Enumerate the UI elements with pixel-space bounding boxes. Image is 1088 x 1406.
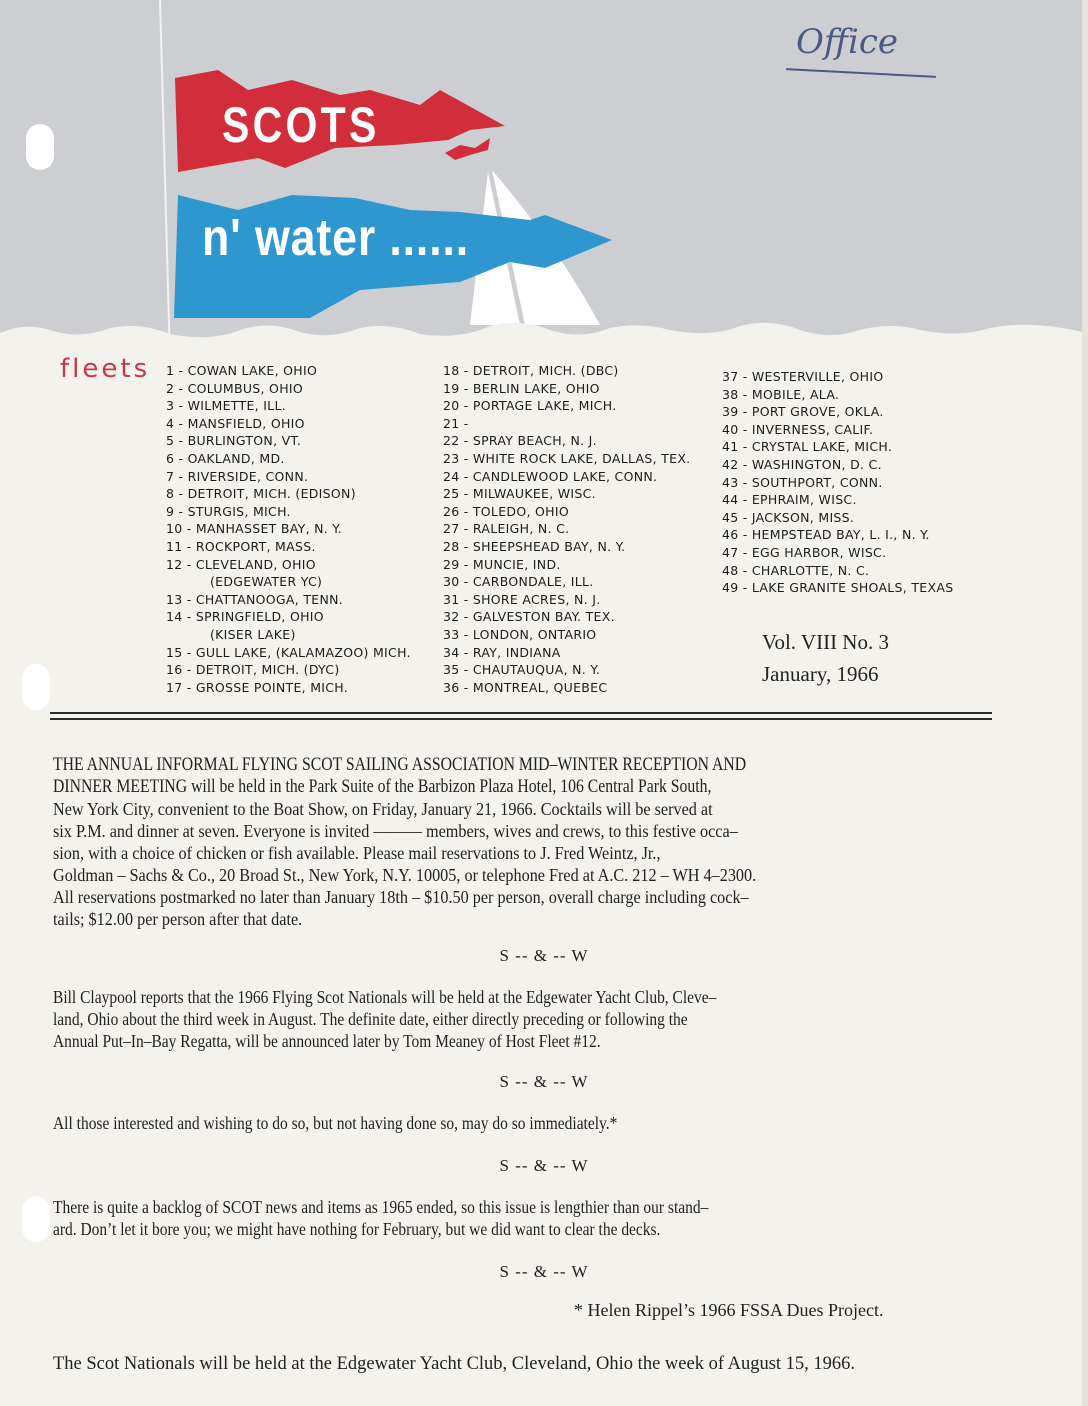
fleet-item: 33 - LONDON, ONTARIO xyxy=(443,626,597,642)
divider-rule-bottom xyxy=(50,718,992,720)
fleet-item: 37 - WESTERVILLE, OHIO xyxy=(722,369,884,384)
fleet-item-subtitle: (EDGEWATER YC) xyxy=(210,574,323,590)
fleet-item: 22 - SPRAY BEACH, N. J. xyxy=(443,433,597,449)
section-separator: S -- & -- W xyxy=(499,1072,589,1091)
masthead-title-water: n' water ...... xyxy=(202,209,470,267)
fleet-item: 1 - COWAN LAKE, OHIO xyxy=(166,363,318,378)
fleet-item: 18 - DETROIT, MICH. (DBC) xyxy=(443,363,619,378)
fleet-list-column-3 xyxy=(722,368,953,597)
page-edge xyxy=(1082,0,1088,1406)
fleet-item: 35 - CHAUTAUQUA, N. Y. xyxy=(443,662,601,678)
fleet-item: 16 - DETROIT, MICH. (DYC) xyxy=(166,662,340,678)
fleet-item: 42 - WASHINGTON, D. C. xyxy=(722,456,882,472)
fleet-item: 5 - BURLINGTON, VT. xyxy=(166,433,302,449)
article-line: All reservations postmarked no later than January 18th – $10.50 per person, overall charge including cock– xyxy=(53,887,749,907)
fleet-item: 12 - CLEVELAND, OHIO (EDGEWATER YC) xyxy=(166,556,411,591)
fleet-item: 46 - HEMPSTEAD BAY, L. I., N. Y. xyxy=(722,527,930,543)
fleet-item: 15 - GULL LAKE, (KALAMAZOO) MICH. xyxy=(166,644,411,660)
fleet-item: 38 - MOBILE, ALA. xyxy=(722,386,840,402)
fleet-item: 47 - EGG HARBOR, WISC. xyxy=(722,544,887,560)
article-line: Annual Put–In–Bay Regatta, will be announced later by Tom Meaney of Host Fleet #12. xyxy=(53,1031,601,1051)
fleet-item: 11 - ROCKPORT, MASS. xyxy=(166,538,316,554)
article-line: six P.M. and dinner at seven. Everyone is invited ——— members, wives and crews, to this festive occa– xyxy=(53,821,738,841)
fleet-item: 44 - EPHRAIM, WISC. xyxy=(722,492,857,508)
article-line: All those interested and wishing to do so, but not having done so, may do so immediately.* xyxy=(53,1113,618,1133)
fleet-item: 27 - RALEIGH, N. C. xyxy=(443,521,570,537)
article-reception-dinner xyxy=(53,754,989,930)
fleet-item-subtitle: (KISER LAKE) xyxy=(210,626,296,642)
fleet-item: 20 - PORTAGE LAKE, MICH. xyxy=(443,398,617,414)
wave-shape xyxy=(0,323,1082,360)
fleet-item: 24 - CANDLEWOOD LAKE, CONN. xyxy=(443,468,658,484)
fleet-item: 8 - DETROIT, MICH. (EDISON) xyxy=(166,486,356,502)
fleet-item: 4 - MANSFIELD, OHIO xyxy=(166,415,305,431)
fleet-item: 39 - PORT GROVE, OKLA. xyxy=(722,404,884,420)
fleet-item: 19 - BERLIN LAKE, OHIO xyxy=(443,380,600,396)
article-line: land, Ohio about the third week in August. The definite date, either directly preceding or following the xyxy=(53,1009,688,1029)
issue-date: January, 1966 xyxy=(762,662,879,686)
article-line: ard. Don’t let it bore you; we might have nothing for February, but we did want to clear the decks. xyxy=(53,1219,661,1239)
fleet-item: 32 - GALVESTON BAY. TEX. xyxy=(443,609,615,625)
fleet-item: 10 - MANHASSET BAY, N. Y. xyxy=(166,521,342,537)
punch-hole-bottom xyxy=(22,1196,50,1242)
fleet-item: 45 - JACKSON, MISS. xyxy=(722,509,855,525)
small-pennant-icon xyxy=(445,138,490,160)
fleet-item: 14 - SPRINGFIELD, OHIO (KISER LAKE) xyxy=(166,608,411,643)
fleet-item: 25 - MILWAUKEE, WISC. xyxy=(443,486,596,502)
section-separator: S -- & -- W xyxy=(499,946,589,965)
article-nationals-report xyxy=(53,986,947,1052)
handwritten-office-note: Office xyxy=(796,22,898,62)
punch-hole-top xyxy=(26,124,54,170)
section-separator: S -- & -- W xyxy=(499,1262,589,1281)
fleet-item: 49 - LAKE GRANITE SHOALS, TEXAS xyxy=(722,580,954,596)
article-dues-note xyxy=(53,1112,947,1134)
masthead-title-scots: SCOTS xyxy=(222,97,380,153)
fleet-item: 6 - OAKLAND, MD. xyxy=(166,450,285,466)
fleet-list-column-1 xyxy=(166,362,411,696)
issue-volume: Vol. VIII No. 3 xyxy=(762,630,889,654)
article-line: New York City, convenient to the Boat Show, on Friday, January 21, 1966. Cocktails will be served at xyxy=(53,799,713,819)
fleet-item: 28 - SHEEPSHEAD BAY, N. Y. xyxy=(443,538,626,554)
fleet-item: 26 - TOLEDO, OHIO xyxy=(443,503,569,519)
article-line: There is quite a backlog of SCOT news and items as 1965 ended, so this issue is lengthier than our stand– xyxy=(53,1197,709,1217)
article-line: DINNER MEETING will be held in the Park Suite of the Barbizon Plaza Hotel, 106 Central Park South, xyxy=(53,776,712,797)
fleet-item: 36 - MONTREAL, QUEBEC xyxy=(443,679,608,695)
masthead-artwork xyxy=(0,0,1082,360)
fleet-item: 13 - CHATTANOOGA, TENN. xyxy=(166,591,344,607)
closing-announcement: The Scot Nationals will be held at the Edgewater Yacht Club, Cleveland, Ohio the week of August 15, 1966. xyxy=(53,1354,856,1374)
article-backlog-note xyxy=(53,1196,947,1240)
fleet-item: 34 - RAY, INDIANA xyxy=(443,644,561,660)
fleet-item: 48 - CHARLOTTE, N. C. xyxy=(722,562,870,578)
flag-pole xyxy=(160,0,170,360)
fleet-item: 23 - WHITE ROCK LAKE, DALLAS, TEX. xyxy=(443,450,691,466)
fleet-item: 40 - INVERNESS, CALIF. xyxy=(722,421,874,437)
article-line: THE ANNUAL INFORMAL FLYING SCOT SAILING ASSOCIATION MID–WINTER RECEPTION AND xyxy=(53,754,747,775)
article-line: Goldman – Sachs & Co., 20 Broad St., New York, N.Y. 10005, or telephone Fred at A.C. 212 – WH 4–2300. xyxy=(53,865,757,885)
fleet-item: 43 - SOUTHPORT, CONN. xyxy=(722,474,883,490)
fleet-item: 17 - GROSSE POINTE, MICH. xyxy=(166,679,349,695)
fleet-item: 29 - MUNCIE, IND. xyxy=(443,556,561,572)
fleet-item: 30 - CARBONDALE, ILL. xyxy=(443,574,594,590)
footnote: * Helen Rippel’s 1966 FSSA Dues Project. xyxy=(574,1300,884,1320)
fleet-item: 3 - WILMETTE, ILL. xyxy=(166,398,286,414)
punch-hole-middle xyxy=(22,664,50,710)
fleet-item: 2 - COLUMBUS, OHIO xyxy=(166,380,304,396)
fleet-item: 7 - RIVERSIDE, CONN. xyxy=(166,468,309,484)
fleet-item: 21 - xyxy=(443,415,469,431)
fleets-heading: fleets xyxy=(60,354,151,384)
fleet-list-column-2 xyxy=(443,362,690,696)
section-separator: S -- & -- W xyxy=(499,1156,589,1175)
divider-rule-top xyxy=(50,712,992,714)
fleet-item: 41 - CRYSTAL LAKE, MICH. xyxy=(722,439,893,455)
article-line: Bill Claypool reports that the 1966 Flying Scot Nationals will be held at the Edgewater Yacht Club, Cleve– xyxy=(53,987,717,1007)
article-line: tails; $12.00 per person after that date. xyxy=(53,909,303,929)
fleet-item: 31 - SHORE ACRES, N. J. xyxy=(443,591,601,607)
fleet-item: 9 - STURGIS, MICH. xyxy=(166,503,291,519)
article-line: sion, with a choice of chicken or fish available. Please mail reservations to J. Fred Weintz, Jr., xyxy=(53,843,661,863)
masthead xyxy=(0,0,1082,360)
